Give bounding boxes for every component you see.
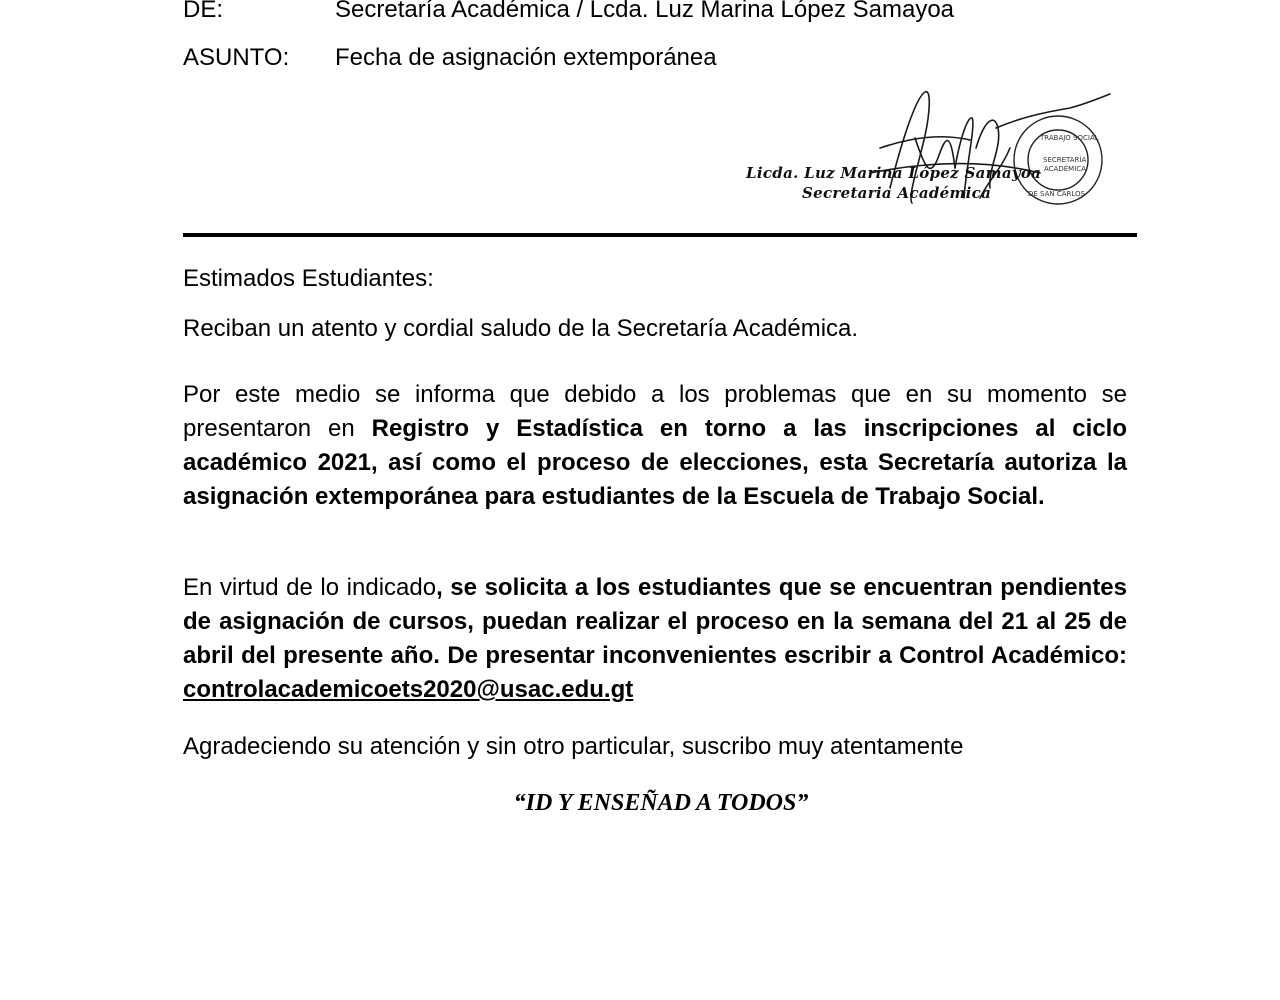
from-value: Secretaría Académica / Lcda. Luz Marina López Samayoa	[335, 0, 955, 23]
subject-value: Fecha de asignación extemporánea	[335, 44, 717, 71]
svg-text:SECRETARÍA: SECRETARÍA	[1043, 156, 1087, 164]
salutation-line: Reciban un atento y cordial saludo de la Secretaría Académica.	[183, 315, 859, 342]
paragraph-authorization	[183, 378, 1127, 514]
from-row	[183, 0, 954, 24]
from-label: DE:	[183, 0, 224, 23]
svg-text:TRABAJO SOCIAL: TRABAJO SOCIAL	[1040, 134, 1099, 142]
contact-email-link[interactable]: controlacademicoets2020@usac.edu.gt	[183, 676, 634, 703]
header-divider	[183, 233, 1137, 237]
signature-title: Secretaria Académica	[802, 184, 992, 202]
paragraph-request-intro: En virtud de lo indicado	[183, 574, 437, 601]
signature-stamp-graphic	[740, 78, 1120, 238]
paragraph-authorization-intro: Por este medio se informa que debido a los problemas que en su momento se presentaron en	[183, 381, 1127, 442]
svg-text:DE SAN CARLOS: DE SAN CARLOS	[1028, 190, 1086, 198]
paragraph-request	[183, 571, 1127, 707]
svg-text:ACADÉMICA: ACADÉMICA	[1044, 165, 1086, 173]
closing-line: Agradeciendo su atención y sin otro particular, suscribo muy atentamente	[183, 733, 964, 760]
greeting: Estimados Estudiantes:	[183, 265, 434, 292]
subject-row	[183, 44, 717, 72]
subject-label: ASUNTO:	[183, 44, 290, 71]
signature-block	[740, 78, 1120, 238]
signature-name: Licda. Luz Marina López Samayoa	[746, 164, 1042, 182]
institutional-motto: “ID Y ENSEÑAD A TODOS”	[513, 790, 809, 816]
paragraph-authorization-bold: Registro y Estadística en torno a las inscripciones al ciclo académico 2021, así como el proceso de elecciones, esta Secretaría autoriza la asignación extemporánea para estudiantes de la Escuela de Trabajo Social.	[183, 415, 1127, 510]
paragraph-request-bold: , se solicita a los estudiantes que se encuentran pendientes de asignación de cursos, puedan realizar el proceso en la semana del 21 al 25 de abril del presente año. De presentar inconvenientes escribir a Control Académico:	[183, 574, 1128, 669]
